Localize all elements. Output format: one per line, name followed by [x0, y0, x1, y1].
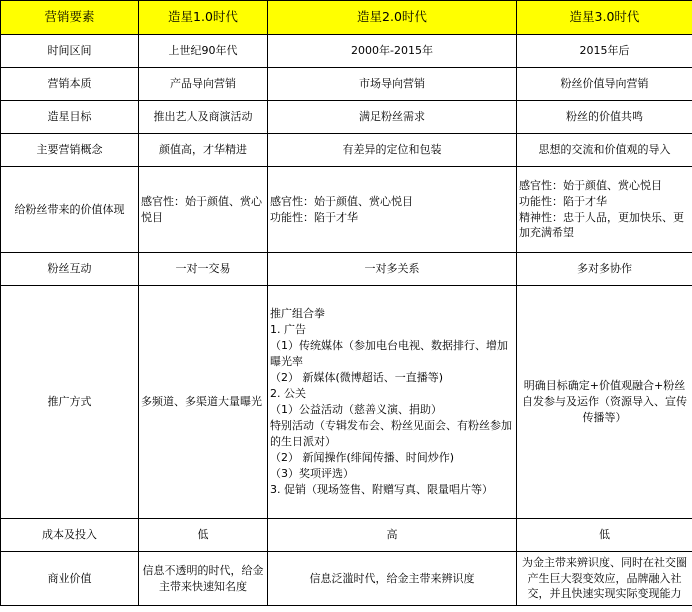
table-row	[1, 552, 692, 606]
table-cell	[268, 167, 517, 253]
cell-line: 明确目标确定+价值观融合+粉丝自发参与及运作（资源导入、宣传传播等）	[522, 379, 687, 424]
table-row	[1, 68, 692, 101]
table-cell: 2000年-2015年	[268, 35, 517, 68]
table-row	[1, 134, 692, 167]
cell-line: 1. 广告	[270, 323, 306, 337]
cell-line: 推广组合拳	[270, 307, 325, 321]
table-cell	[517, 286, 692, 519]
row-label: 营销本质	[1, 68, 139, 101]
table-cell: 一对一交易	[139, 253, 268, 286]
row-label: 推广方式	[1, 286, 139, 519]
table-row	[1, 35, 692, 68]
cell-line: 为金主带来辨识度、同时在社交圈产生巨大裂变效应，品牌融入社交，并且快速实现实际变现能力	[522, 555, 687, 601]
table-cell: 市场导向营销	[268, 68, 517, 101]
header-cell-era-2: 造星2.0时代	[268, 1, 517, 35]
table-cell	[139, 286, 268, 519]
table-cell	[517, 552, 692, 606]
table-row	[1, 253, 692, 286]
table-cell: 颜值高，才华精进	[139, 134, 268, 167]
table-cell: 多对多协作	[517, 253, 692, 286]
row-label: 成本及投入	[1, 519, 139, 552]
row-label: 主要营销概念	[1, 134, 139, 167]
table-cell: 2015年后	[517, 35, 692, 68]
table-cell: 产品导向营销	[139, 68, 268, 101]
table-cell: 推出艺人及商演活动	[139, 101, 268, 134]
table-cell	[268, 286, 517, 519]
cell-line: 感官性：始于颜值、赏心悦目	[141, 194, 262, 224]
table-cell: 粉丝的价值共鸣	[517, 101, 692, 134]
cell-line: 多频道、多渠道大量曝光	[141, 395, 262, 409]
cell-line: 功能性：陷于才华	[519, 194, 607, 208]
cell-line: 感官性：始于颜值、赏心悦目	[519, 178, 662, 192]
table-cell: 高	[268, 519, 517, 552]
table-row	[1, 101, 692, 134]
row-label: 给粉丝带来的价值体现	[1, 167, 139, 253]
cell-line: 信息泛滥时代，给金主带来辨识度	[309, 571, 475, 585]
table-cell: 低	[517, 519, 692, 552]
cell-line: 特别活动（专辑发布会、粉丝见面会、有粉丝参加的生日派对）	[270, 418, 512, 448]
table-cell: 低	[139, 519, 268, 552]
cell-line: 3. 促销（现场签售、附赠写真、限量唱片等）	[270, 482, 493, 496]
cell-line: 2. 公关	[270, 387, 306, 401]
header-cell-era-3: 造星3.0时代	[517, 1, 692, 35]
row-label: 商业价值	[1, 552, 139, 606]
header-cell-era-1: 造星1.0时代	[139, 1, 268, 35]
header-row	[1, 1, 692, 35]
table-row	[1, 286, 692, 519]
table-cell	[517, 167, 692, 253]
cell-line: （3）奖项评选）	[270, 466, 354, 480]
table-cell: 满足粉丝需求	[268, 101, 517, 134]
row-label: 粉丝互动	[1, 253, 139, 286]
table-cell	[139, 552, 268, 606]
cell-line: 精神性：忠于人品，更加快乐、更加充满希望	[519, 210, 684, 240]
table-cell	[268, 552, 517, 606]
table-row	[1, 519, 692, 552]
cell-line: （2） 新媒体(微博超话、一直播等)	[270, 371, 444, 385]
cell-line: （1）公益活动（慈善义演、捐助）	[270, 403, 442, 416]
table-cell	[139, 167, 268, 253]
header-cell-factor: 营销要素	[1, 1, 139, 35]
cell-line: （2） 新闻操作(绯闻传播、时间炒作)	[270, 450, 455, 464]
cell-line: 信息不透明的时代，给金主带来快速知名度	[142, 563, 264, 593]
cell-line: 功能性：陷于才华	[270, 210, 358, 224]
table-cell: 有差异的定位和包装	[268, 134, 517, 167]
row-label: 造星目标	[1, 101, 139, 134]
table-cell: 上世纪90年代	[139, 35, 268, 68]
table-cell: 粉丝价值导向营销	[517, 68, 692, 101]
table-cell: 思想的交流和价值观的导入	[517, 134, 692, 167]
cell-line: （1）传统媒体（参加电台电视、数据排行、增加曝光率	[270, 339, 508, 369]
cell-line: 感官性：始于颜值、赏心悦目	[270, 194, 413, 208]
table-cell: 一对多关系	[268, 253, 517, 286]
table-row	[1, 167, 692, 253]
row-label: 时间区间	[1, 35, 139, 68]
